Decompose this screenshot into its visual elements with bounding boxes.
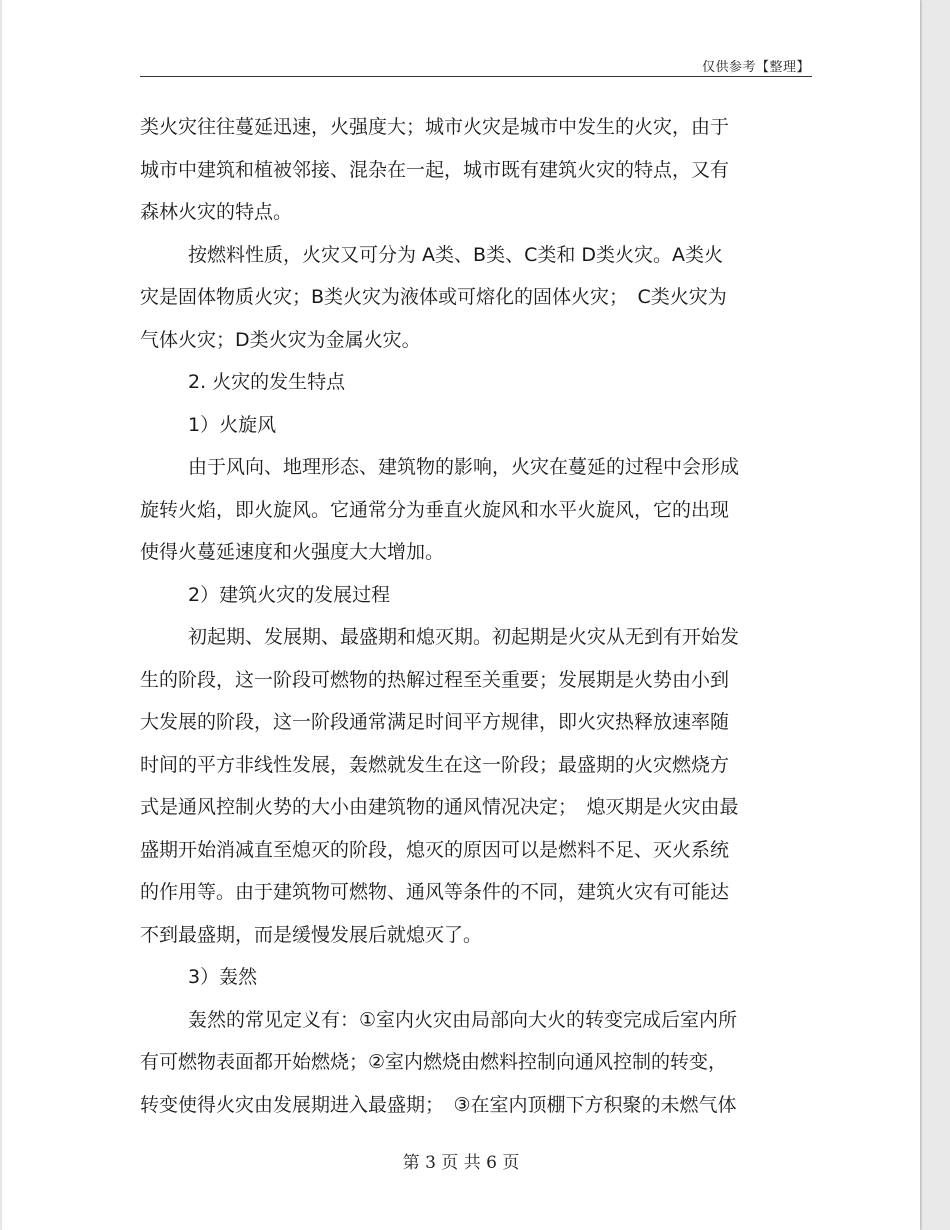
page-number: 第 3 页 共 6 页	[402, 1153, 520, 1173]
body-text	[140, 106, 812, 1126]
subsection-heading: 3）轰然	[188, 966, 258, 988]
text-line: 旋转火焰，即火旋风。它通常分为垂直火旋风和水平火旋风，它的出现	[140, 498, 730, 521]
text-line: 城市中建筑和植被邻接、混杂在一起，城市既有建筑火灾的特点，又有	[140, 158, 730, 181]
text-line: 灾是固体物质火灾；B类火灾为液体或可熔化的固体火灾； C类火灾为	[140, 286, 727, 308]
text-line: 生的阶段，这一阶段可燃物的热解过程至关重要；发展期是火势由小到	[140, 668, 730, 691]
header-rule	[140, 76, 812, 77]
text-line: 森林火灾的特点。	[140, 201, 293, 223]
paragraph-first-line: 由于风向、地理形态、建筑物的影响，火灾在蔓延的过程中会形成	[188, 456, 740, 478]
text-line: 有可燃物表面都开始燃烧；②室内燃烧由燃料控制向通风控制的转变，	[140, 1051, 728, 1073]
header-note: 仅供参考【整理】	[701, 60, 810, 75]
paragraph-first-line: 初起期、发展期、最盛期和熄灭期。初起期是火灾从无到有开始发	[188, 626, 740, 648]
text-line: 气体火灾；D类火灾为金属火灾。	[140, 328, 421, 351]
text-line: 大发展的阶段，这一阶段通常满足时间平方规律，即火灾热释放速率随	[140, 711, 730, 733]
text-line: 时间的平方非线性发展，轰燃就发生在这一阶段；最盛期的火灾燃烧方	[140, 753, 730, 776]
subsection-heading: 2）建筑火灾的发展过程	[188, 583, 391, 606]
text-line: 转变使得火灾由发展期进入最盛期； ③在室内顶棚下方积聚的未燃气体	[140, 1093, 737, 1116]
text-line: 式是通风控制火势的大小由建筑物的通风情况决定； 熄灭期是火灾由最	[140, 796, 739, 818]
subsection-heading: 1）火旋风	[188, 413, 277, 436]
text-line: 不到最盛期，而是缓慢发展后就熄灭了。	[140, 923, 483, 946]
text-line: 的作用等。由于建筑物可燃物、通风等条件的不同，建筑火灾有可能达	[140, 881, 730, 903]
text-line: 盛期开始消减直至熄灭的阶段，熄灭的原因可以是燃料不足、灭火系统	[140, 838, 730, 861]
text-line: 类火灾往往蔓延迅速，火强度大；城市火灾是城市中发生的火灾，由于	[140, 116, 730, 138]
document-page	[2, 0, 920, 1230]
paragraph-first-line: 按燃料性质，火灾又可分为 A类、B类、C类和 D类火灾。A类火	[188, 243, 724, 266]
paragraph-first-line: 轰然的常见定义有：①室内火灾由局部向大火的转变完成后室内所	[188, 1008, 738, 1031]
text-line: 使得火蔓延速度和火强度大大增加。	[140, 541, 445, 563]
section-heading: 2. 火灾的发生特点	[188, 371, 346, 393]
